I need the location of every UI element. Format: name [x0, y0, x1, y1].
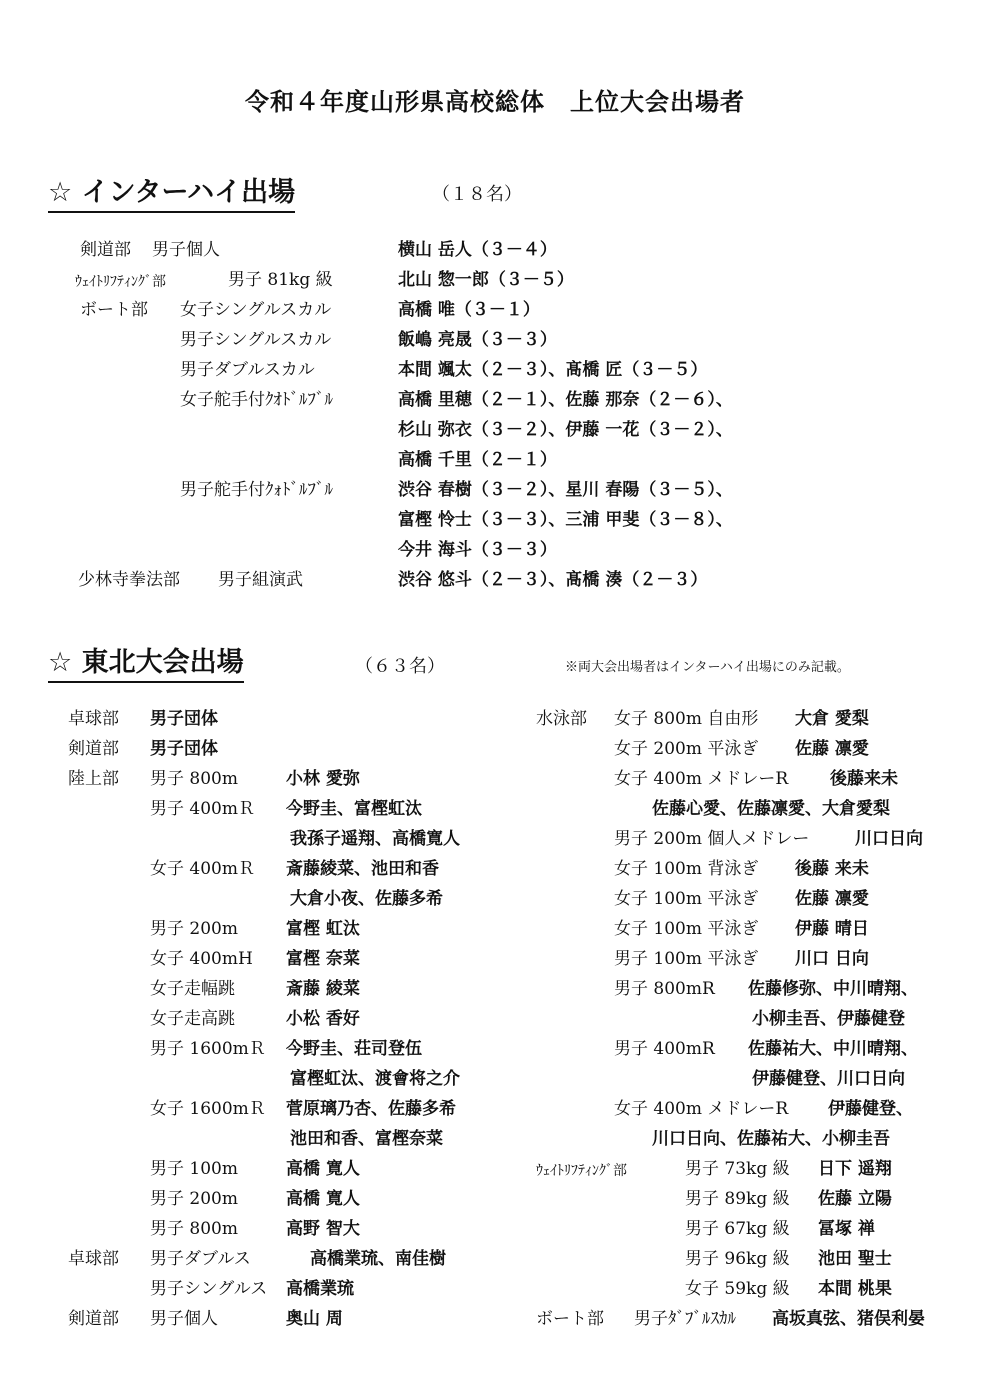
interhigh-event: 男子組演武	[218, 570, 303, 590]
tohoku-left-names: 菅原璃乃杏、佐藤多希	[286, 1099, 456, 1119]
tohoku-right-names: 後藤 来未	[795, 859, 869, 879]
tohoku-left-names: 小林 愛弥	[286, 769, 360, 789]
interhigh-event: 男子個人	[152, 240, 220, 260]
tohoku-left-names: 高橋 寛人	[286, 1189, 360, 1209]
interhigh-event: 男子ダブルスカル	[180, 360, 315, 380]
tohoku-right-names: 後藤来未	[830, 769, 898, 789]
tohoku-left-names: 今野圭、富樫虹汰	[286, 799, 422, 819]
tohoku-right-names: 大倉 愛梨	[795, 709, 869, 729]
tohoku-right-event: 女子 400m メドレーR	[614, 769, 789, 789]
tohoku-right-names: 日下 遥翔	[818, 1159, 892, 1179]
page-title: 令和４年度山形県高校総体 上位大会出場者	[245, 88, 745, 116]
interhigh-event: 男子舵手付ｸｫﾄﾞﾙﾌﾞﾙ	[180, 480, 333, 500]
interhigh-club: 剣道部	[80, 240, 131, 260]
tohoku-right-names: 本間 桃果	[818, 1279, 892, 1299]
tohoku-left-event: 男子 800m	[150, 769, 238, 789]
interhigh-names: 横山 岳人（３－４）	[398, 240, 557, 260]
tohoku-left-event: 男子 400mＲ	[150, 799, 255, 819]
tohoku-left-club: 卓球部	[68, 1249, 119, 1269]
tohoku-left-names: 今野圭、荘司登伍	[286, 1039, 422, 1059]
tohoku-right-event: 男子 200m 個人メドレー	[614, 829, 810, 849]
interhigh-names: 飯嶋 亮晟（３－３）	[398, 330, 557, 350]
tohoku-right-event: 女子 800m 自由形	[614, 709, 759, 729]
interhigh-event: 男子 81kg 級	[228, 270, 333, 290]
tohoku-left-event: 男子団体	[150, 739, 218, 759]
tohoku-right-event: 男子 89kg 級	[685, 1189, 790, 1209]
tohoku-right-event: 女子 59kg 級	[685, 1279, 790, 1299]
tohoku-left-names: 小松 香好	[286, 1009, 360, 1029]
tohoku-left-event: 男子個人	[150, 1309, 218, 1329]
tohoku-right-names: 佐藤心愛、佐藤凛愛、大倉愛梨	[652, 799, 890, 819]
tohoku-right-names: 佐藤祐大、中川晴翔、	[748, 1039, 918, 1059]
tohoku-left-club: 卓球部	[68, 709, 119, 729]
interhigh-club: ｳｪｲﾄﾘﾌﾃｨﾝｸﾞ部	[75, 274, 166, 290]
interhigh-club: 少林寺拳法部	[78, 570, 180, 590]
tohoku-left-names: 池田和香、富樫奈菜	[290, 1129, 443, 1149]
tohoku-right-names: 小柳圭吾、伊藤健登	[752, 1009, 905, 1029]
tohoku-left-event: 女子走高跳	[150, 1009, 235, 1029]
tohoku-right-names: 冨塚 禅	[818, 1219, 875, 1239]
tohoku-right-names: 伊藤 晴日	[795, 919, 869, 939]
tohoku-left-event: 女子 1600mＲ	[150, 1099, 266, 1119]
tohoku-left-event: 男子シングルス	[150, 1279, 268, 1299]
tohoku-left-names: 高橋業琉、南佳樹	[310, 1249, 446, 1269]
tohoku-left-event: 男子 800m	[150, 1219, 238, 1239]
interhigh-event: 女子シングルスカル	[180, 300, 332, 320]
tohoku-right-names: 池田 聖士	[818, 1249, 892, 1269]
tohoku-right-event: 男子 400mR	[614, 1039, 715, 1059]
tohoku-right-event: 女子 400m メドレーR	[614, 1099, 789, 1119]
tohoku-right-event: 男子ﾀﾞﾌﾞﾙｽｶﾙ	[634, 1309, 736, 1329]
tohoku-right-names: 佐藤 凛愛	[795, 889, 869, 909]
tohoku-right-club: 水泳部	[536, 709, 587, 729]
interhigh-names: 富樫 怜士（３－３）、三浦 甲斐（３－８）、	[398, 510, 733, 530]
interhigh-names: 渋谷 悠斗（２－３）、髙橋 湊（２－３）	[398, 570, 708, 590]
tohoku-left-club: 陸上部	[68, 769, 119, 789]
tohoku-right-club: ボート部	[536, 1309, 604, 1329]
tohoku-right-names: 佐藤 凛愛	[795, 739, 869, 759]
tohoku-right-names: 伊藤健登、川口日向	[752, 1069, 905, 1089]
tohoku-left-event: 男子団体	[150, 709, 218, 729]
tohoku-right-names: 川口日向	[855, 829, 923, 849]
tohoku-left-event: 男子 100m	[150, 1159, 238, 1179]
tohoku-right-event: 女子 200m 平泳ぎ	[614, 739, 759, 759]
tohoku-right-event: 女子 100m 平泳ぎ	[614, 889, 759, 909]
tohoku-left-names: 高野 智大	[286, 1219, 360, 1239]
tohoku-left-club: 剣道部	[68, 1309, 119, 1329]
tohoku-left-event: 男子 1600mＲ	[150, 1039, 266, 1059]
tohoku-heading: ☆ 東北大会出場	[48, 640, 244, 683]
tohoku-right-event: 女子 100m 平泳ぎ	[614, 919, 759, 939]
tohoku-left-names: 大倉小夜、佐藤多希	[290, 889, 443, 909]
interhigh-count: （１８名）	[432, 184, 522, 205]
tohoku-left-names: 奥山 周	[286, 1309, 343, 1329]
tohoku-left-event: 女子 400mH	[150, 949, 253, 969]
tohoku-left-names: 高橋業琉	[286, 1279, 354, 1299]
tohoku-right-names: 佐藤修弥、中川晴翔、	[748, 979, 918, 999]
interhigh-event: 女子舵手付ｸｵﾄﾞﾙﾌﾞﾙ	[180, 390, 333, 410]
tohoku-right-names: 伊藤健登、	[828, 1099, 913, 1119]
tohoku-right-names: 川口日向、佐藤祐大、小柳圭吾	[652, 1129, 890, 1149]
tohoku-left-event: 女子走幅跳	[150, 979, 235, 999]
interhigh-names: 渋谷 春樹（３－２）、星川 春陽（３－５）、	[398, 480, 733, 500]
interhigh-names: 高橋 里穂（２－１）、佐藤 那奈（２－６）、	[398, 390, 733, 410]
interhigh-names: 高橋 唯（３－１）	[398, 300, 540, 320]
tohoku-count: （６３名）	[355, 656, 445, 677]
interhigh-heading: ☆ インターハイ出場	[48, 170, 295, 213]
tohoku-left-club: 剣道部	[68, 739, 119, 759]
tohoku-left-names: 斎藤綾菜、池田和香	[286, 859, 439, 879]
tohoku-right-names: 佐藤 立陽	[818, 1189, 892, 1209]
interhigh-names: 高橋 千里（２－１）	[398, 450, 557, 470]
tohoku-left-names: 富樫 虹汰	[286, 919, 360, 939]
tohoku-left-event: 男子ダブルス	[150, 1249, 251, 1269]
tohoku-right-names: 高坂真弦、猪俣利晏	[772, 1309, 925, 1329]
tohoku-right-names: 川口 日向	[795, 949, 869, 969]
tohoku-left-names: 富樫 奈菜	[286, 949, 360, 969]
tohoku-right-club: ｳｪｲﾄﾘﾌﾃｨﾝｸﾞ部	[536, 1163, 627, 1179]
interhigh-names: 今井 海斗（３－３）	[398, 540, 557, 560]
interhigh-event: 男子シングルスカル	[180, 330, 332, 350]
tohoku-left-names: 斎藤 綾菜	[286, 979, 360, 999]
tohoku-left-names: 富樫虹汰、渡會将之介	[290, 1069, 460, 1089]
tohoku-left-event: 女子 400mＲ	[150, 859, 255, 879]
tohoku-note: ※両大会出場者はインターハイ出場にのみ記載。	[565, 660, 850, 675]
interhigh-club: ボート部	[80, 300, 148, 320]
tohoku-left-names: 我孫子遥翔、高橋寛人	[290, 829, 460, 849]
interhigh-names: 北山 惣一郎（３－５）	[398, 270, 574, 290]
tohoku-right-event: 男子 96kg 級	[685, 1249, 790, 1269]
interhigh-names: 杉山 弥衣（３－２）、伊藤 一花（３－２）、	[398, 420, 733, 440]
tohoku-right-event: 女子 100m 背泳ぎ	[614, 859, 759, 879]
tohoku-right-event: 男子 800mR	[614, 979, 715, 999]
tohoku-left-event: 男子 200m	[150, 919, 238, 939]
tohoku-left-event: 男子 200m	[150, 1189, 238, 1209]
tohoku-right-event: 男子 67kg 級	[685, 1219, 790, 1239]
interhigh-names: 本間 颯太（２－３）、髙橋 匠（３－５）	[398, 360, 708, 380]
tohoku-left-names: 高橋 寛人	[286, 1159, 360, 1179]
tohoku-right-event: 男子 100m 平泳ぎ	[614, 949, 759, 969]
tohoku-right-event: 男子 73kg 級	[685, 1159, 790, 1179]
